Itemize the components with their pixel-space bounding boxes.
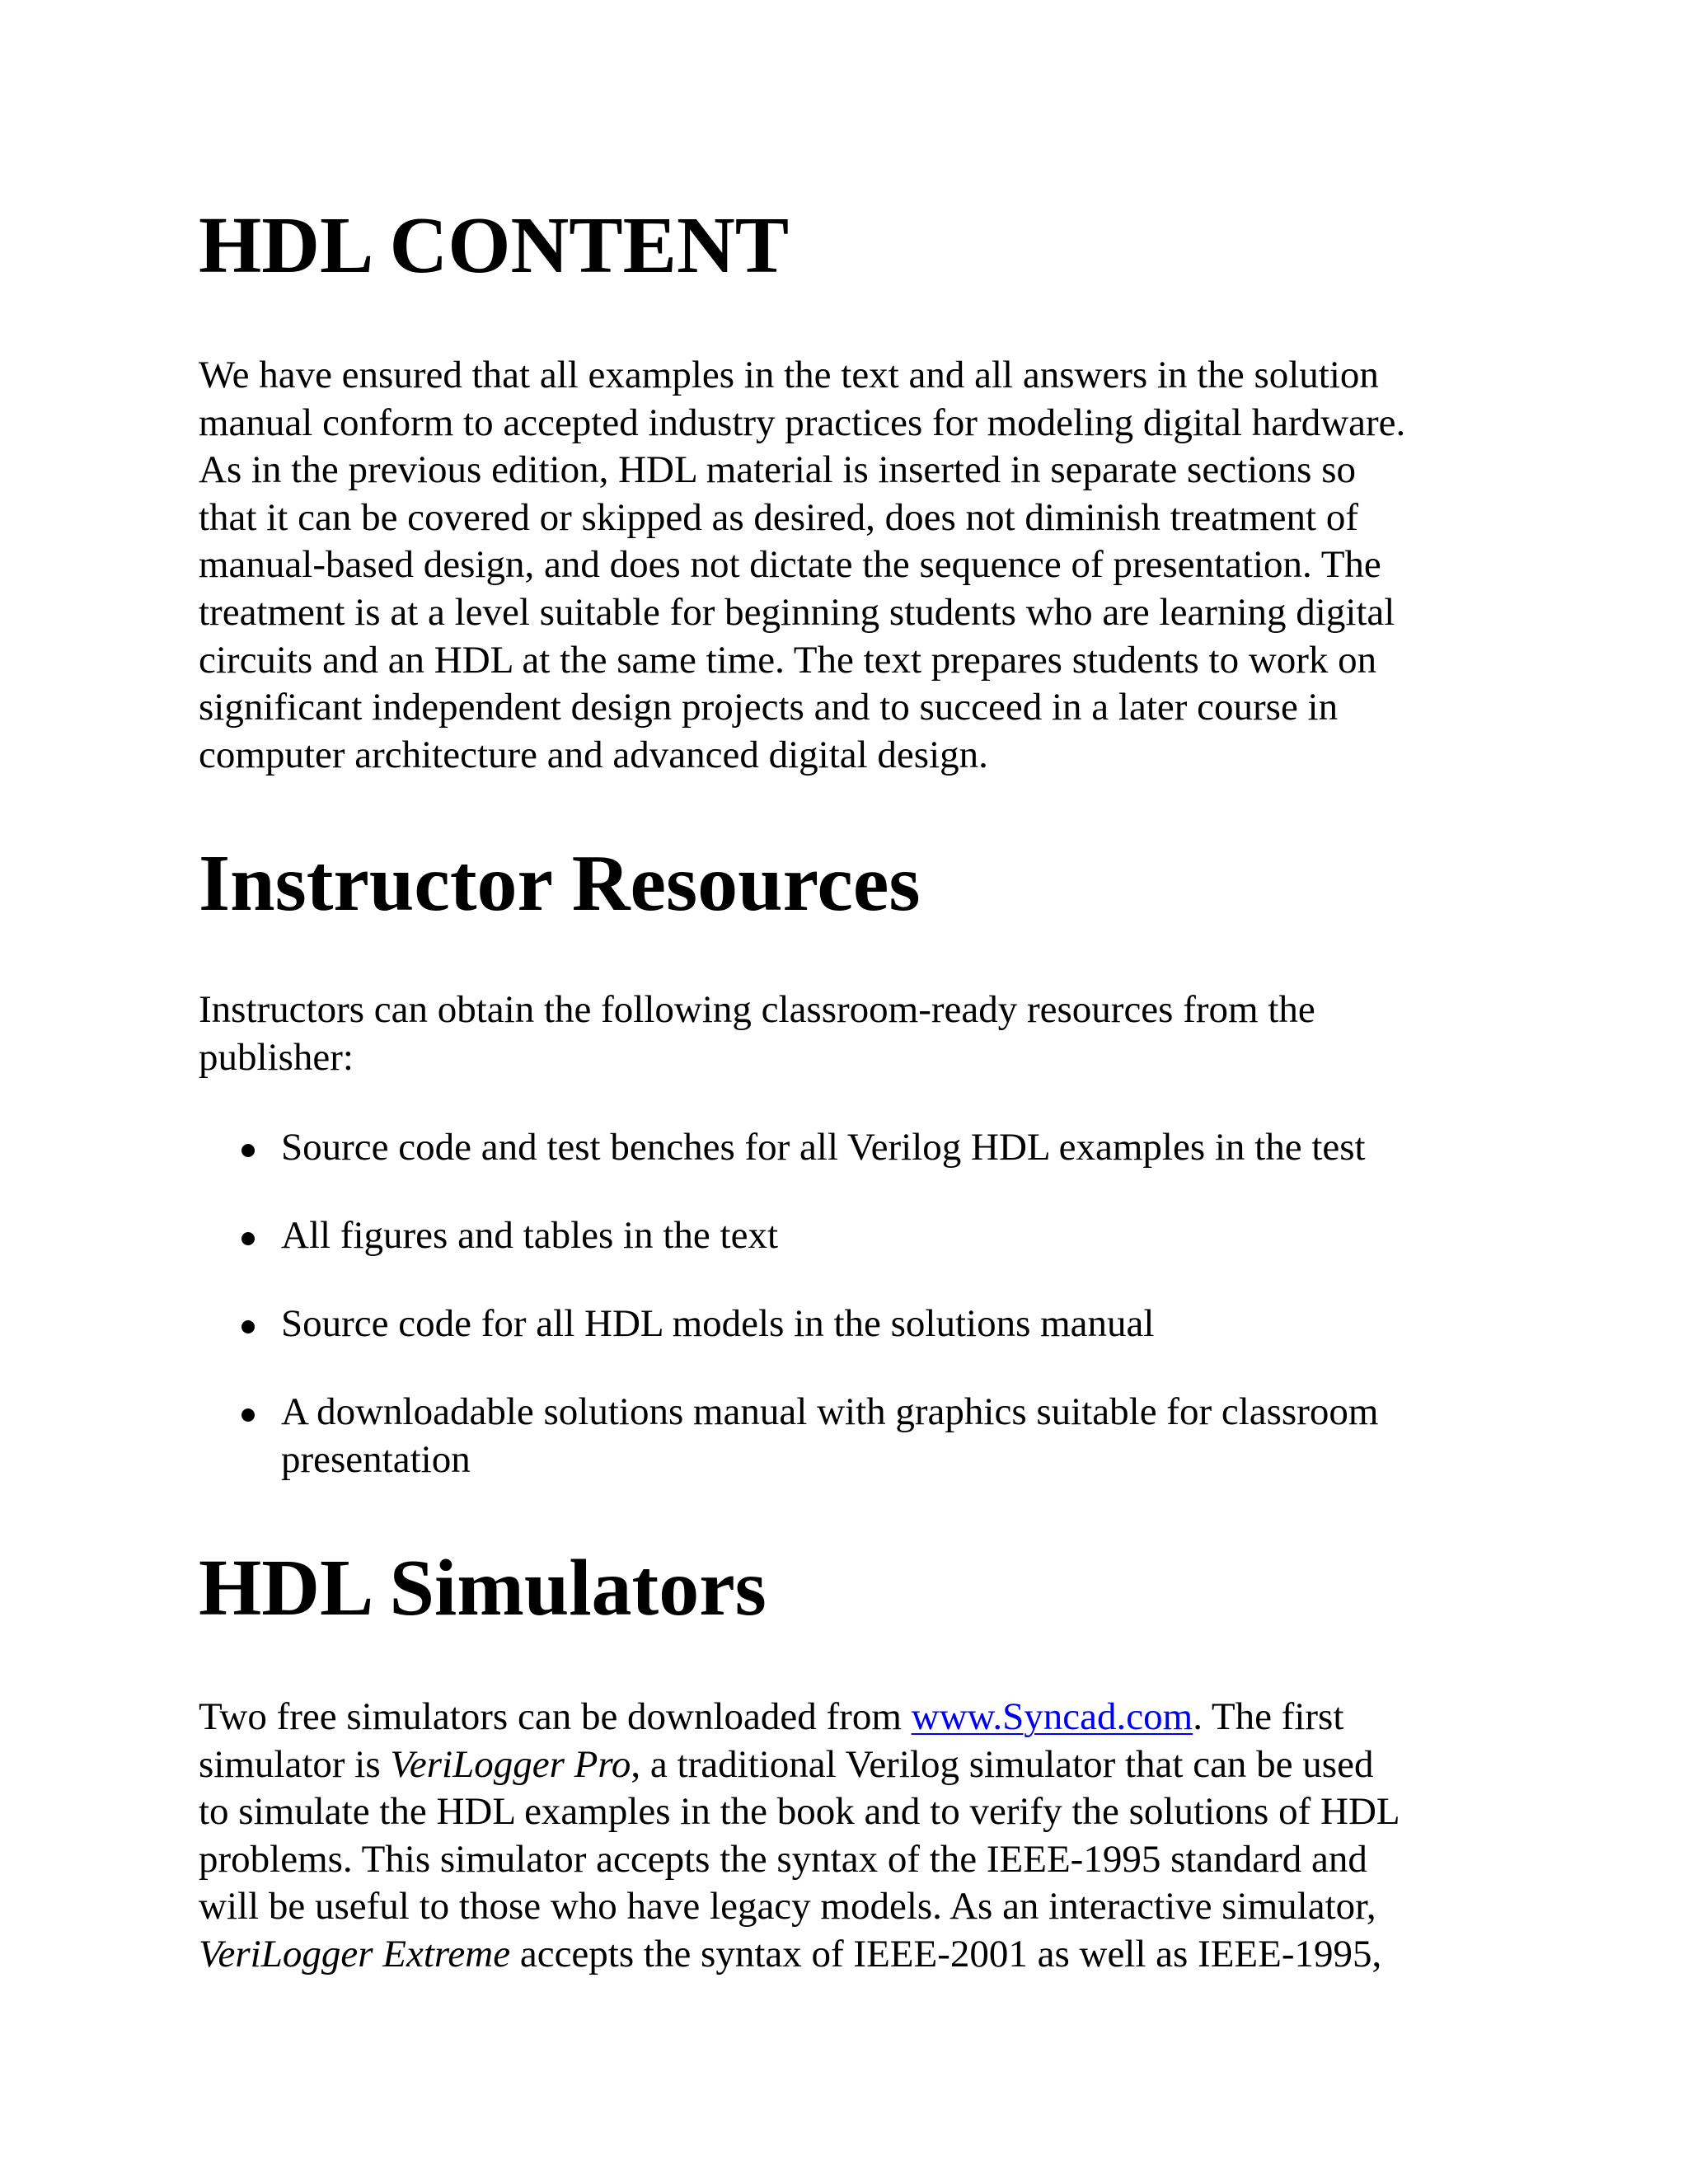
list-item-text bbox=[281, 1212, 1534, 1260]
text-segment: accepts the syntax of IEEE-2001 as well as IEEE-1995, bbox=[510, 1932, 1382, 1975]
text-segment: , a traditional Verilog simulator that can be used bbox=[631, 1742, 1374, 1786]
product-name-verilogger-pro: VeriLogger Pro bbox=[390, 1742, 631, 1786]
text-line: All figures and tables in the text bbox=[281, 1214, 779, 1257]
text-line: significant independent design projects and to succeed in a later course in bbox=[199, 686, 1339, 729]
text-line: will be useful to those who have legacy models. As an interactive simulator, bbox=[199, 1885, 1376, 1929]
bullet-icon bbox=[241, 1144, 255, 1157]
heading-hdl-content: HDL CONTENT bbox=[199, 201, 790, 290]
text-line: We have ensured that all examples in the text and all answers in the solution bbox=[199, 354, 1379, 396]
text-line: As in the previous edition, HDL material is inserted in separate sections so bbox=[199, 448, 1357, 492]
text-line: A downloadable solutions manual with graphics suitable for classroom bbox=[281, 1390, 1379, 1433]
list-item-text bbox=[281, 1301, 1534, 1348]
text-segment: simulator is bbox=[199, 1742, 391, 1786]
text-line: presentation bbox=[281, 1437, 471, 1481]
paragraph-hdl-simulators bbox=[199, 1694, 1534, 1979]
text-line: to simulate the HDL examples in the book and to verify the solutions of HDL bbox=[199, 1790, 1400, 1834]
text-segment: . The first bbox=[1193, 1695, 1344, 1738]
text-line bbox=[199, 1741, 1534, 1789]
product-name-verilogger-extreme: VeriLogger Extreme bbox=[199, 1932, 511, 1975]
text-line: computer architecture and advanced digital design. bbox=[199, 733, 988, 776]
text-line: treatment is at a level suitable for beginning students who are learning digital bbox=[199, 590, 1395, 634]
bullet-icon bbox=[241, 1320, 255, 1333]
text-line: publisher: bbox=[199, 1035, 354, 1079]
text-segment: Two free simulators can be downloaded from bbox=[199, 1695, 912, 1738]
bullet-icon bbox=[241, 1408, 255, 1422]
text-line: Instructors can obtain the following classroom-ready resources from the bbox=[199, 988, 1315, 1031]
text-line bbox=[199, 1931, 1534, 1979]
text-line: manual-based design, and does not dictate the sequence of presentation. The bbox=[199, 543, 1381, 587]
heading-instructor-resources: Instructor Resources bbox=[199, 839, 921, 928]
text-line: circuits and an HDL at the same time. The text prepares students to work on bbox=[199, 638, 1377, 682]
text-line: that it can be covered or skipped as desired, does not diminish treatment of bbox=[199, 495, 1358, 539]
bullet-icon bbox=[241, 1232, 255, 1245]
heading-hdl-simulators: HDL Simulators bbox=[199, 1544, 767, 1633]
text-line: problems. This simulator accepts the syntax of the IEEE-1995 standard and bbox=[199, 1837, 1367, 1881]
list-item-text bbox=[281, 1124, 1534, 1172]
list-item-text bbox=[281, 1389, 1534, 1483]
syncad-link[interactable]: www.Syncad.com bbox=[911, 1695, 1193, 1738]
text-line: manual conform to accepted industry practices for modeling digital hardware. bbox=[199, 401, 1406, 444]
text-line: Source code and test benches for all Verilog HDL examples in the test bbox=[281, 1126, 1366, 1169]
paragraph-instructor-intro bbox=[199, 987, 1534, 1081]
text-line bbox=[199, 1694, 1534, 1741]
text-line: Source code for all HDL models in the solutions manual bbox=[281, 1302, 1155, 1345]
paragraph-hdl-content bbox=[199, 352, 1534, 779]
